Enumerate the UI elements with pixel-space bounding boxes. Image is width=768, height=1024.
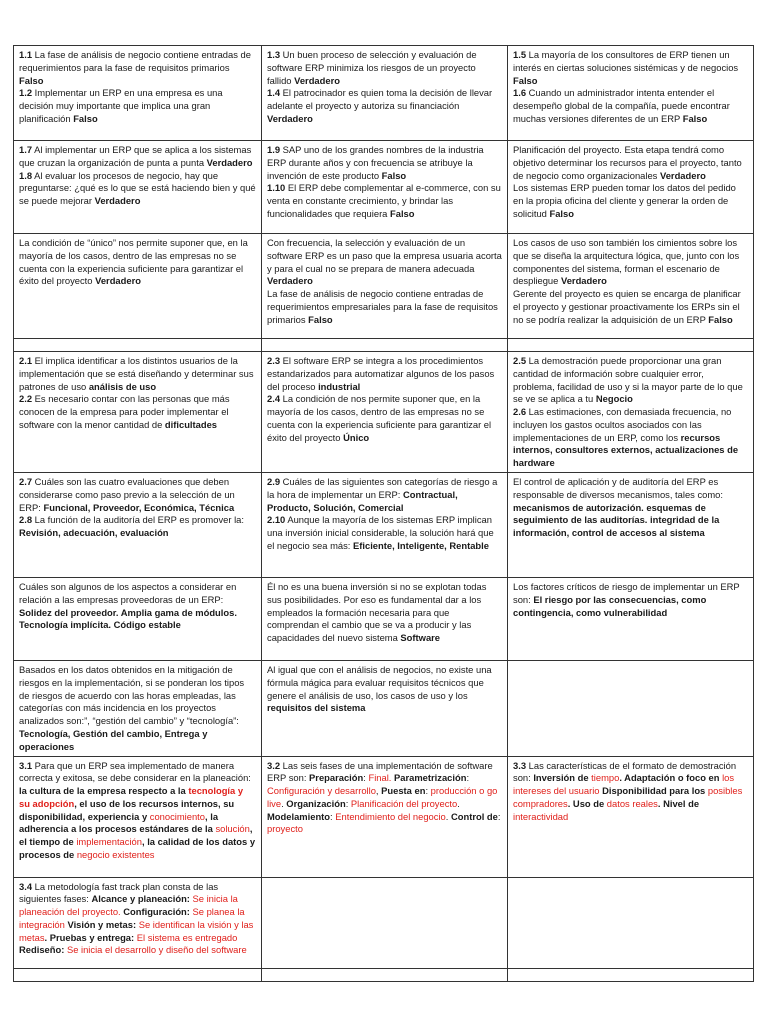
cell-bold-text: 2.6 (513, 406, 527, 418)
cell-text: Las estimaciones, con demasiada frecuencia, no incluyen los gastos ocultos asociados con las implementaciones de un ERP, como los (513, 406, 732, 443)
empty-cell (262, 339, 508, 352)
cell-bold-text: Contractual, Producto, Solución, Comercial (267, 488, 458, 513)
cell-bold-text: 1.1 (19, 49, 33, 60)
empty-cell (508, 339, 754, 352)
cell-bold-text: Disponibilidad para los (599, 785, 708, 797)
cell-text: Implementar un ERP en una empresa es una decisión muy importante que implica una gran planificación (19, 87, 223, 124)
cell-text: Cuando un administrador intenta entender el desempeño global de la compañía, puede encontrar muchas versiones diferentes de un ERP (513, 87, 730, 124)
table-row (14, 473, 754, 578)
cell-bold-text: Solidez del proveedor. Amplia gama de módulos. Tecnología implícita. Código estable (19, 606, 237, 631)
cell-text: Cuáles son las cuatro evaluaciones que deben considerarse como paso previo a la selección de un ERP: (19, 476, 235, 513)
answer-table (13, 45, 754, 982)
cell-bold-text: Verdadero (206, 156, 253, 168)
answer-table-body (14, 46, 754, 982)
table-cell (14, 877, 262, 968)
cell-bold-text: 1.9 (267, 144, 281, 155)
cell-text: Los casos de uso son también los cimientos sobre los que se diseña la arquitectura lógica, que, junto con los componentes del sistema, forman el escenario de despliegue (513, 237, 740, 287)
table-cell (508, 352, 754, 473)
cell-red-text: proyecto (267, 823, 303, 835)
cell-bold-text: . Nivel de (657, 797, 700, 809)
cell-bold-text: 1.5 (513, 49, 527, 60)
cell-red-text: Configuración y desarrollo (267, 785, 376, 797)
cell-text: La función de la auditoría del ERP es promover la: (32, 514, 244, 526)
cell-text: Las seis fases de una implementación de software ERP son: (267, 759, 493, 784)
table-cell (14, 46, 262, 141)
table-cell (14, 661, 262, 756)
empty-cell (508, 661, 754, 756)
cell-bold-text: Único (343, 431, 370, 443)
empty-cell (14, 968, 262, 981)
cell-bold-text: 3.4 (19, 880, 33, 892)
cell-bold-text: Falso (19, 74, 44, 86)
cell-bold-text: 2.10 (267, 514, 286, 526)
cell-bold-text: Modelamiento (267, 810, 331, 822)
cell-bold-text: dificultades (164, 418, 218, 430)
empty-cell (14, 339, 262, 352)
table-row (14, 578, 754, 661)
cell-bold-text: Tecnología, Gestión del cambio, Entrega y operaciones (19, 727, 208, 752)
cell-red-text: Se inicia la planeación del proyecto. (19, 893, 238, 918)
table-cell (508, 473, 754, 578)
table-row (14, 46, 754, 141)
cell-bold-text: Falso (549, 207, 574, 219)
cell-bold-text: 3.1 (19, 759, 33, 771)
cell-text: : (363, 772, 369, 784)
cell-red-text: El sistema es entregado (136, 931, 238, 943)
cell-bold-text: 1.10 (267, 182, 286, 194)
cell-bold-text: 2.9 (267, 476, 281, 488)
cell-bold-text: . Pruebas y entrega: (44, 931, 137, 943)
cell-bold-text: 3.2 (267, 759, 281, 771)
empty-cell (508, 877, 754, 968)
cell-bold-text: 2.7 (19, 476, 33, 488)
cell-bold-text: Verdadero (659, 169, 706, 181)
cell-text: . (281, 797, 287, 809)
cell-text: : (330, 810, 336, 822)
cell-text: La condición de nos permite suponer que, en la mayoría de los casos, dentro de las empresas no se cuenta con la experiencia suficiente para garantizar el éxito del proyecto (267, 393, 492, 443)
table-cell (262, 578, 508, 661)
cell-text: Cuáles de las siguientes son categorías de riesgo a la hora de implementar un ERP: (267, 476, 498, 500)
table-cell (14, 473, 262, 578)
table-row (14, 339, 754, 352)
cell-red-text: posibles compradores (513, 785, 743, 809)
table-cell (262, 473, 508, 578)
cell-bold-text: 1.4 (267, 87, 281, 99)
cell-text: Es necesario contar con las personas que más conocen de la empresa para poder implementar el software con la menor cantidad de (19, 393, 230, 430)
table-cell (14, 578, 262, 661)
table-cell (262, 352, 508, 473)
table-cell (14, 352, 262, 473)
cell-bold-text: recursos internos, consultores externos, actualizaciones de hardware (513, 431, 739, 469)
cell-bold-text: la cultura de la empresa respecto a la (19, 785, 189, 797)
cell-bold-text: Parametrización (394, 772, 467, 784)
cell-bold-text: , la calidad de los datos y procesos de (19, 836, 256, 860)
cell-bold-text: Rediseño: (19, 944, 67, 956)
cell-text: La mayoría de los consultores de ERP tienen un interés en ciertas soluciones sistémicas y de negocios (513, 49, 739, 73)
cell-bold-text: Puesta en (381, 785, 426, 797)
cell-bold-text: Organización (286, 797, 346, 809)
cell-text: Las características de el formato de demostración son: (513, 759, 737, 784)
cell-bold-text: 2.3 (267, 355, 281, 366)
cell-bold-text: 2.4 (267, 393, 281, 405)
cell-bold-text: Verdadero (94, 195, 141, 207)
table-cell (508, 578, 754, 661)
table-row (14, 234, 754, 339)
table-cell (508, 46, 754, 141)
cell-text: Al evaluar los procesos de negocio, hay que preguntarse: ¿qué es lo que se está haciendo bien y qué se puede mejorar (19, 169, 256, 207)
table-row (14, 141, 754, 234)
table-row (14, 661, 754, 756)
cell-red-text: Se identifican la visión y las metas (19, 918, 254, 943)
table-row (14, 968, 754, 981)
cell-text: Al implementar un ERP que se aplica a los sistemas que cruzan la organización de punta a punta (19, 144, 252, 168)
table-cell (262, 661, 508, 756)
cell-text: Un buen proceso de selección y evaluación de software ERP minimiza los riesgos de un proyecto fallido (267, 49, 477, 86)
cell-bold-text: Configuración: (120, 906, 193, 918)
cell-text: El ERP debe complementar al e-commerce, con su venta en constante crecimiento, y brindar las funcionalidades que requiera (267, 182, 501, 219)
cell-text: : (425, 785, 431, 797)
cell-text: La demostración puede proporcionar una gran cantidad de información sobre cualquier error, problema, facilidad de uso y si la mayor parte de lo que se ve se aplica a tu (513, 355, 743, 405)
table-cell (14, 756, 262, 877)
cell-bold-text: Falso (73, 112, 98, 124)
cell-bold-text: 2.5 (513, 355, 527, 366)
cell-bold-text: 2.2 (19, 393, 33, 405)
cell-text: Gerente del proyecto es quien se encarga de planificar el proyecto y gestionar proactivamente los ERPs sin el no se podría realizar la adquisición de un ERP (513, 288, 741, 325)
cell-bold-text: Alcance y planeación: (91, 893, 193, 905)
cell-red-text: Se inicia el desarrollo y diseño del software (66, 944, 247, 956)
cell-bold-text: Falso (708, 313, 733, 325)
cell-text: El software ERP se integra a los procedimientos estandarizados para automatizar algunos de los pasos del proceso (267, 355, 495, 392)
table-row (14, 352, 754, 473)
table-cell (262, 46, 508, 141)
cell-bold-text: Verdadero (267, 112, 313, 124)
cell-text: Para que un ERP sea implementado de manera correcta y exitosa, se debe considerar en la planeación: (19, 759, 251, 784)
cell-bold-text: . Uso de (567, 797, 607, 809)
cell-bold-text: Verdadero (95, 275, 141, 287)
cell-text: Los sistemas ERP pueden tomar los datos del pedido en la propia oficina del cliente y generar la orden de solicitud (513, 182, 736, 219)
cell-red-text: Final. (368, 772, 392, 784)
table-cell (508, 141, 754, 234)
cell-red-text: solución (215, 823, 250, 835)
cell-bold-text: El riesgo por las consecuencias, como contingencia, como vulnerabilidad (513, 593, 707, 618)
cell-bold-text: Falso (682, 112, 708, 124)
cell-bold-text: 2.8 (19, 514, 33, 526)
cell-bold-text: Preparación (309, 772, 364, 784)
cell-text: , (375, 785, 382, 797)
cell-text: La fase de análisis de negocio contiene entradas de requerimientos empresariales para la fase de requisitos primarios (267, 288, 498, 325)
cell-text: El control de aplicación y de auditoría del ERP es responsable de diversos mecanismos, tales como: (513, 476, 723, 500)
table-cell (14, 234, 262, 339)
cell-text: Al igual que con el análisis de negocios, no existe una fórmula mágica para evaluar requisitos técnicos que genere el análisis de uso, los casos de uso y los (267, 664, 492, 701)
cell-red-text: tecnología y su adopción (19, 785, 244, 809)
cell-red-text: los intereses del usuario (513, 772, 735, 797)
cell-bold-text: Visión y metas: (64, 918, 139, 930)
table-cell (262, 234, 508, 339)
cell-bold-text: Falso (390, 207, 415, 219)
cell-bold-text: Verdadero (560, 275, 607, 287)
cell-bold-text: 3.3 (513, 759, 527, 771)
cell-bold-text: requisitos del sistema (267, 702, 366, 714)
cell-bold-text: Inversión de (533, 772, 592, 784)
cell-bold-text: , el uso de los recursos internos, su disponibilidad, experiencia y (19, 797, 235, 822)
cell-red-text: conocimiento (149, 810, 206, 822)
empty-cell (262, 877, 508, 968)
table-row (14, 877, 754, 968)
cell-text: Aunque la mayoría de los sistemas ERP implican una inversión inicial considerable, la solución hará que el negocio sea más: (267, 514, 494, 551)
cell-bold-text: industrial (318, 380, 361, 392)
empty-cell (262, 968, 508, 981)
cell-bold-text: 1.8 (19, 169, 33, 181)
cell-text: : (345, 797, 351, 809)
cell-bold-text: 1.6 (513, 87, 527, 99)
cell-bold-text: Revisión, adecuación, evaluación (19, 527, 169, 539)
cell-bold-text: Negocio (595, 393, 633, 405)
cell-bold-text: 2.1 (19, 355, 33, 366)
cell-bold-text: Software (400, 632, 441, 644)
table-cell (14, 141, 262, 234)
cell-bold-text: análisis de uso (88, 380, 157, 392)
cell-bold-text: 1.2 (19, 87, 33, 99)
table-cell (508, 756, 754, 877)
cell-text: Basados en los datos obtenidos en la mitigación de riesgos en la implementación, si se ponderan los tipos de riesgos de acuerdo con las horas empleadas, las categorías con más incidencia en los proyectos analizados son:”, “gestión del cambio” y “tecnología”: (19, 664, 245, 727)
cell-text: : (497, 810, 501, 822)
cell-text: La fase de análisis de negocio contiene entradas de requerimientos para la fase de requisitos primarios (19, 49, 251, 73)
cell-bold-text: mecanismos de autorización. esquemas de seguimiento de las auditorías. integridad de la información, control de accesos al sistema (513, 501, 720, 539)
cell-text: Planificación del proyecto. Esta etapa tendrá como objetivo determinar los recursos para el proyecto, tanto de negocio como organizacionales (513, 144, 742, 181)
cell-text: Los factores críticos de riesgo de implementar un ERP son: (513, 581, 740, 605)
cell-text: La metodología fast track plan consta de las siguientes fases: (19, 880, 219, 905)
cell-red-text: Planificación del proyecto (350, 797, 458, 809)
table-cell (508, 234, 754, 339)
cell-red-text: producción o go live (267, 785, 498, 809)
cell-bold-text: Falso (381, 169, 407, 181)
cell-red-text: interactividad (513, 810, 569, 822)
cell-red-text: implementación (76, 836, 142, 848)
table-row (14, 756, 754, 877)
cell-text: Con frecuencia, la selección y evaluación de un software ERP es un paso que la empresa usuaria acorta y para el cual no se prepara de manera adecuada (267, 237, 502, 274)
cell-text: SAP uno de los grandes nombres de la industria ERP durante años y con frecuencia se atribuye la invención de este producto (267, 144, 484, 181)
cell-bold-text: Falso (308, 313, 333, 325)
cell-red-text: Se planea la integración (19, 906, 245, 930)
cell-bold-text: 1.3 (267, 49, 281, 60)
cell-bold-text: Falso (513, 74, 538, 86)
cell-red-text: negocio existentes (76, 848, 155, 860)
cell-bold-text: Eficiente, Inteligente, Rentable (353, 539, 489, 551)
cell-text: : (466, 772, 470, 784)
table-cell (262, 141, 508, 234)
cell-bold-text: Funcional, Proveedor, Económica, Técnica (43, 501, 235, 513)
cell-bold-text: Verdadero (294, 74, 340, 86)
cell-text: El implica identificar a los distintos usuarios de la implementación que se está diseñando y determinar sus patrones de uso (19, 355, 254, 392)
cell-red-text: datos reales (606, 797, 658, 809)
cell-bold-text: Verdadero (267, 275, 313, 287)
cell-bold-text: , la adherencia a los procesos estándares de la (19, 810, 219, 835)
cell-bold-text: Control de (450, 810, 498, 822)
cell-bold-text: 1.7 (19, 144, 33, 155)
empty-cell (508, 968, 754, 981)
table-cell (262, 756, 508, 877)
cell-text: Él no es una buena inversión si no se explotan todas sus posibilidades. Por eso es fundamental dar a los empleados la formación necesaria para que comprendan el cambio que se va a producir y las capacidades del nuevo sistema (267, 581, 487, 644)
cell-bold-text: . Adaptación o foco en (619, 772, 723, 784)
cell-text: Cuáles son algunos de los aspectos a considerar en relación a las empresas proveedoras de un ERP: (19, 581, 237, 605)
cell-red-text: tiempo (591, 772, 620, 784)
cell-red-text: Entendimiento del negocio (335, 810, 446, 822)
cell-text: . (445, 810, 451, 822)
cell-text: . (457, 797, 460, 809)
cell-text: El patrocinador es quien toma la decisión de llevar adelante el proyecto y autoriza su financiación (267, 87, 493, 112)
cell-text: La condición de “único” nos permite suponer que, en la mayoría de los casos, dentro de las empresas no se cuenta con la experiencia suficiente para garantizar el éxito del proyecto (19, 237, 248, 287)
cell-bold-text: , el tiempo de (19, 823, 253, 848)
